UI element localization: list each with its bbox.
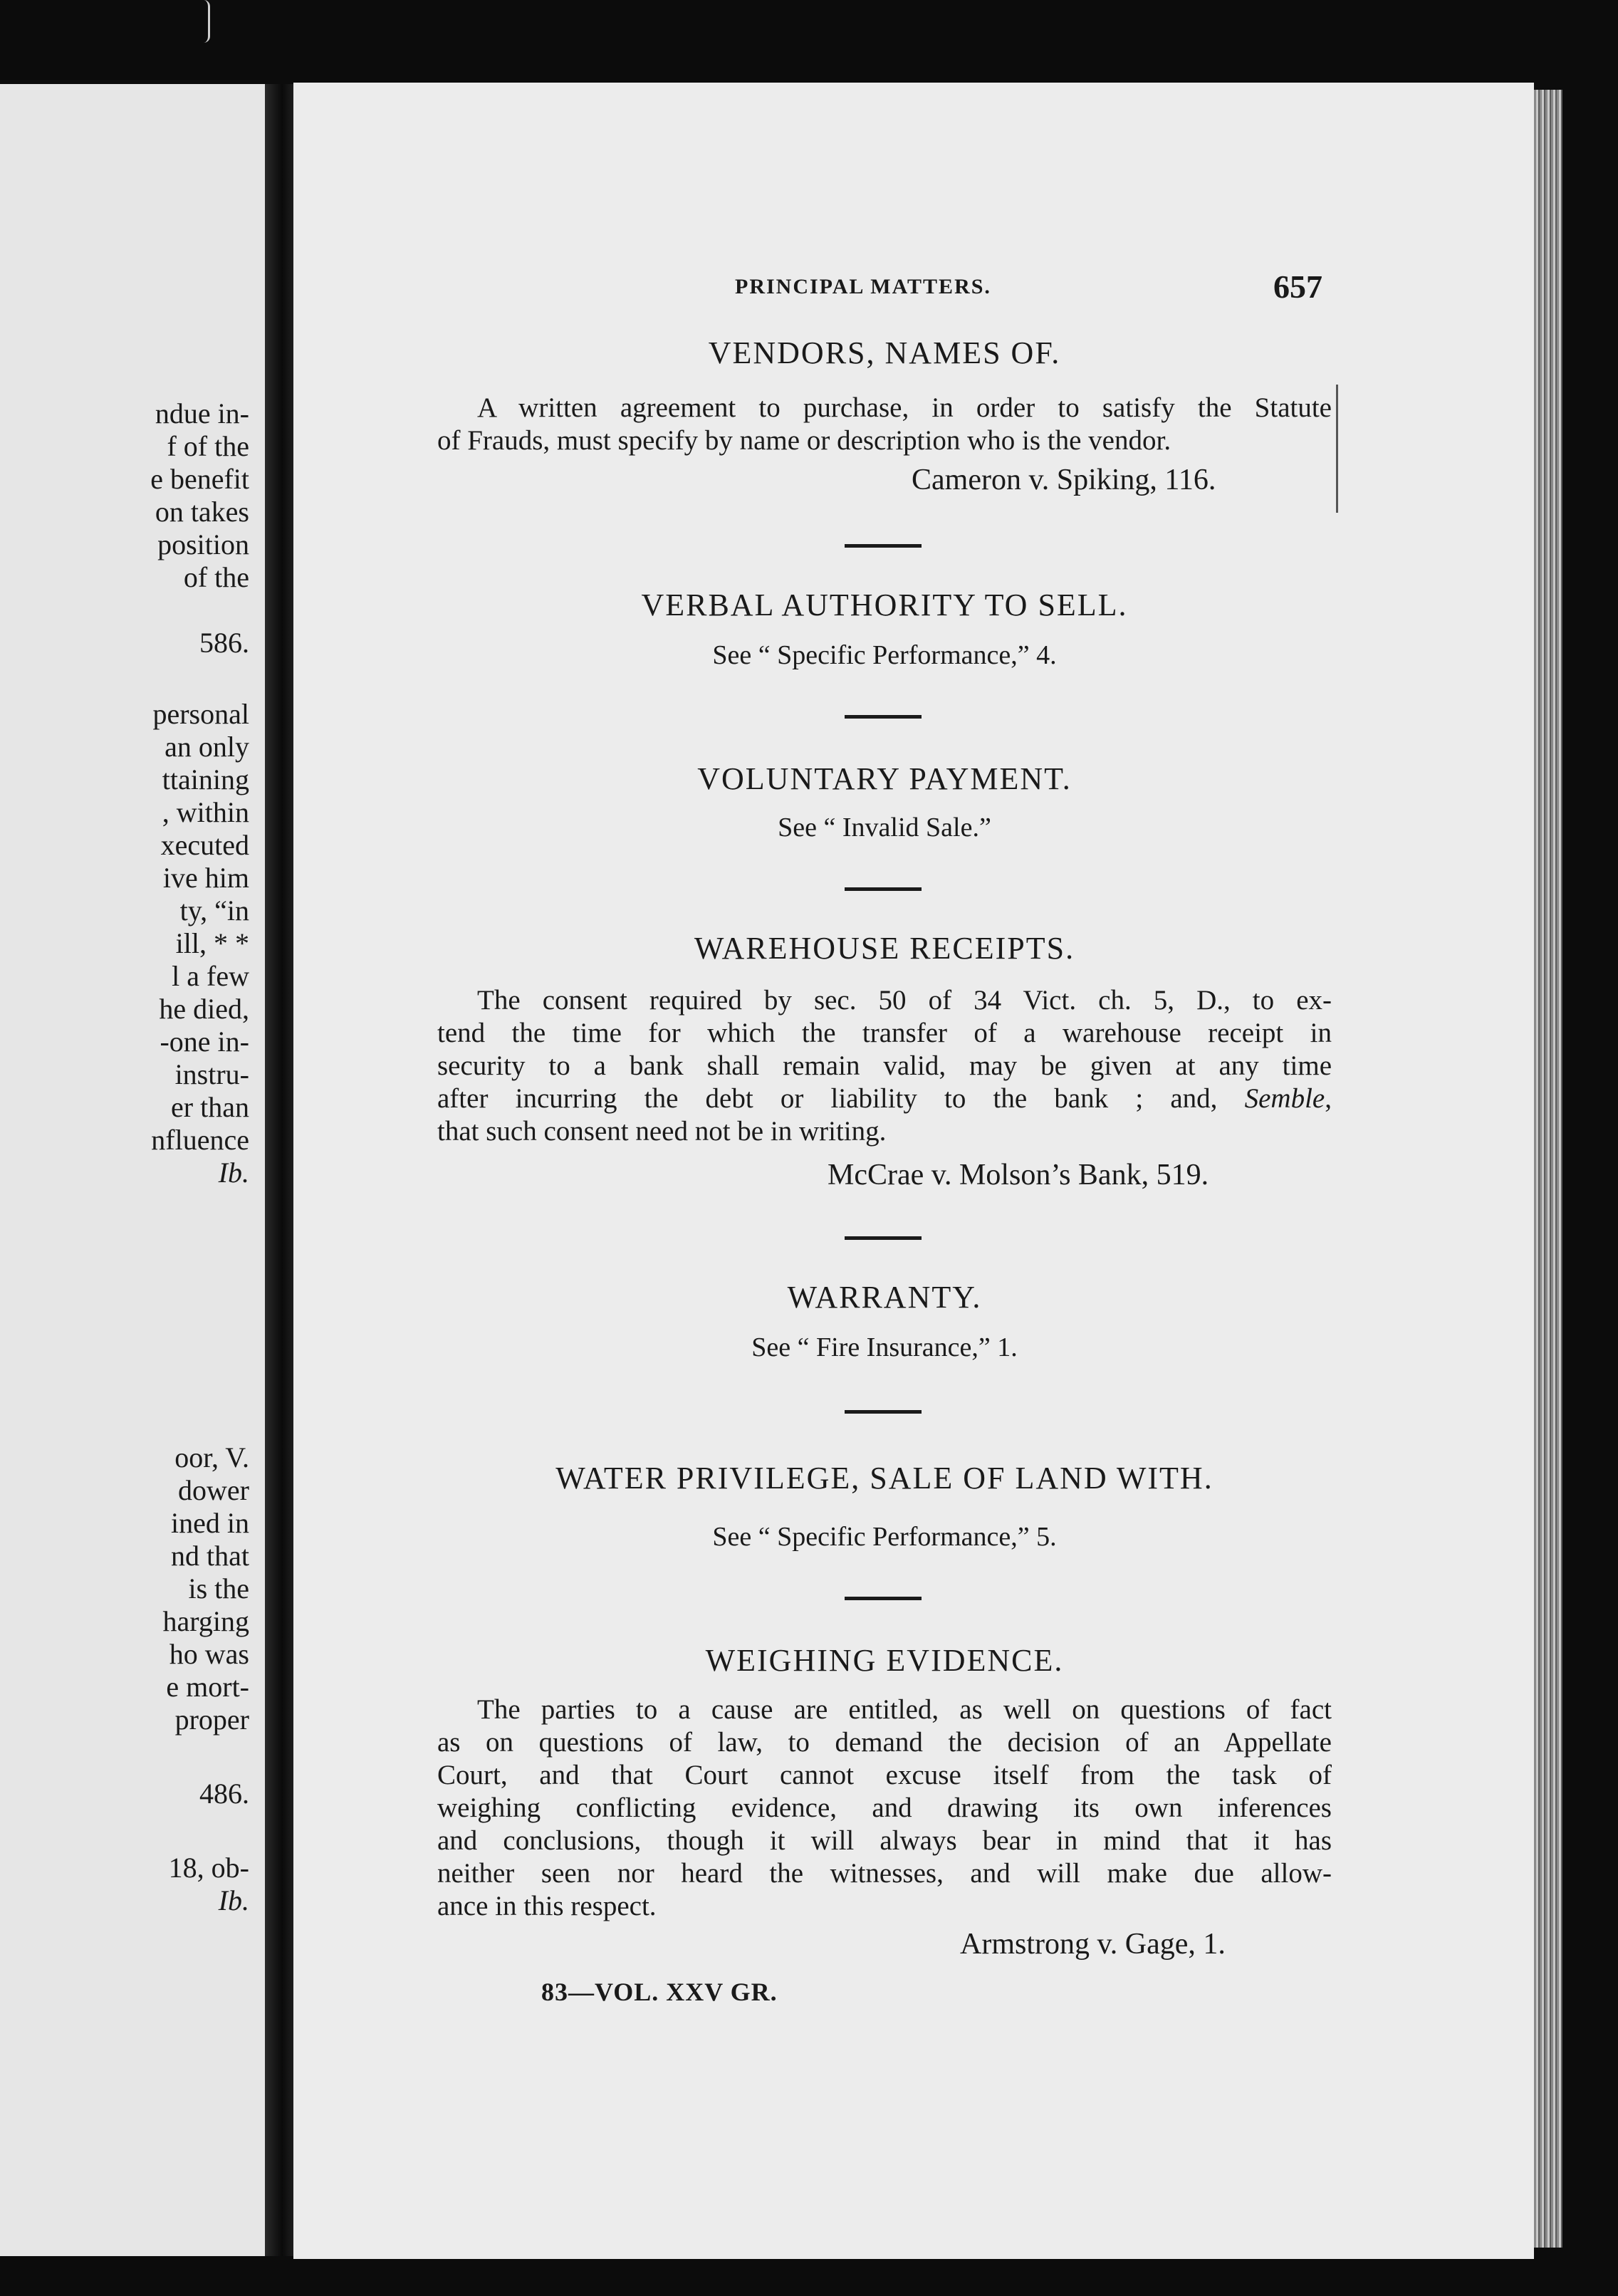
facing-page-line: is the	[188, 1572, 249, 1604]
facing-page-line: er than	[171, 1091, 249, 1123]
paragraph-line: neither seen nor heard the witnesses, and will make due allow-	[437, 1858, 1332, 1889]
facing-page-line: f of the	[167, 430, 249, 462]
page-edge-mark	[204, 0, 210, 43]
facing-page-line: ndue in-	[155, 397, 249, 429]
facing-page-fragment	[0, 84, 265, 2256]
heading-voluntary-payment: VOLUNTARY PAYMENT.	[697, 761, 1072, 796]
facing-page-line: he died,	[159, 993, 249, 1025]
facing-page-line: ho was	[169, 1638, 249, 1670]
facing-page-line: ill, * *	[175, 927, 249, 959]
facing-page-line: ty, “in	[179, 894, 249, 927]
cross-reference-water: See “ Specific Performance,” 5.	[712, 1522, 1057, 1552]
facing-page-line: harging	[162, 1605, 249, 1637]
facing-page-line: personal	[152, 698, 249, 730]
paragraph-line: ance in this respect.	[437, 1891, 657, 1921]
facing-page-line: -one in-	[160, 1026, 249, 1058]
facing-page-line: an only	[165, 731, 249, 763]
facing-page-line: of the	[183, 561, 249, 593]
paragraph-line: The consent required by sec. 50 of 34 Vict. ch. 5, D., to ex-	[477, 985, 1332, 1016]
citation-vendors: Cameron v. Spiking, 116.	[912, 464, 1216, 496]
paragraph-warehouse	[437, 984, 1332, 1148]
signature-line: 83—VOL. XXV GR.	[541, 1978, 778, 2006]
citation-weighing: Armstrong v. Gage, 1.	[960, 1928, 1226, 1961]
facing-page-line: ined in	[171, 1507, 249, 1539]
facing-page-line: proper	[174, 1703, 249, 1736]
section-rule	[845, 1236, 922, 1240]
heading-verbal-authority: VERBAL AUTHORITY TO SELL.	[641, 588, 1128, 622]
facing-page-line: nfluence	[151, 1124, 249, 1156]
paragraph-weighing	[437, 1694, 1332, 1923]
paragraph-line: A written agreement to purchase, in order to satisfy the Statute	[477, 392, 1332, 423]
section-rule	[845, 715, 922, 719]
section-rule	[845, 544, 922, 548]
facing-page-line: nd that	[171, 1540, 249, 1572]
facing-page-line: xecuted	[160, 829, 249, 861]
paragraph-line: security to a bank shall remain valid, may be given at any time	[437, 1050, 1332, 1081]
heading-weighing-evidence: WEIGHING EVIDENCE.	[705, 1643, 1064, 1678]
heading-warehouse-receipts: WAREHOUSE RECEIPTS.	[694, 931, 1075, 966]
paragraph-line: Court, and that Court cannot excuse itself from the task of	[437, 1760, 1332, 1790]
heading-vendors: VENDORS, NAMES OF.	[708, 335, 1061, 370]
heading-water-privilege: WATER PRIVILEGE, SALE OF LAND WITH.	[555, 1461, 1214, 1496]
paragraph-line: The parties to a cause are entitled, as well on questions of fact	[477, 1694, 1332, 1725]
facing-page-line: e mort-	[166, 1671, 249, 1703]
facing-page-line: 18, ob-	[168, 1852, 249, 1884]
italic-term: Semble	[1244, 1083, 1325, 1114]
cross-reference-warranty: See “ Fire Insurance,” 1.	[751, 1332, 1018, 1362]
facing-page-line: , within	[162, 796, 249, 828]
section-rule	[845, 887, 922, 891]
facing-page-line: dower	[178, 1474, 249, 1506]
paragraph-line: and conclusions, though it will always bear in mind that it has	[437, 1825, 1332, 1856]
paragraph-line: that such consent need not be in writing.	[437, 1116, 887, 1147]
margin-line	[1336, 385, 1338, 513]
paragraph-line: weighing conflicting evidence, and drawing its own inferences	[437, 1793, 1332, 1823]
facing-page-line: e benefit	[150, 463, 249, 495]
facing-page-line: oor, V.	[174, 1441, 249, 1473]
paragraph-line: of Frauds, must specify by name or description who is the vendor.	[437, 425, 1171, 456]
facing-page-line: ttaining	[162, 763, 249, 795]
section-rule	[845, 1597, 922, 1600]
cross-reference-verbal: See “ Specific Performance,” 4.	[712, 640, 1057, 670]
paragraph-vendors	[437, 392, 1332, 457]
cross-reference-voluntary: See “ Invalid Sale.”	[778, 813, 991, 842]
paragraph-line: after incurring the debt or liability to the bank ; and, Semble,	[437, 1083, 1332, 1114]
paragraph-line: tend the time for which the transfer of a warehouse receipt in	[437, 1018, 1332, 1048]
paragraph-line: as on questions of law, to demand the decision of an Appellate	[437, 1727, 1332, 1758]
facing-page-line: Ib.	[218, 1157, 249, 1189]
page-stack-edge	[1534, 90, 1562, 2248]
facing-page-line: instru-	[174, 1058, 249, 1090]
facing-page-line: 586.	[199, 627, 249, 659]
citation-warehouse: McCrae v. Molson’s Bank, 519.	[828, 1159, 1209, 1191]
facing-page-line: l a few	[172, 960, 249, 992]
facing-page-line: 486.	[199, 1778, 249, 1810]
facing-page-line: Ib.	[218, 1884, 249, 1916]
running-head: PRINCIPAL MATTERS.	[735, 275, 991, 298]
facing-page-line: position	[157, 528, 249, 560]
section-rule	[845, 1410, 922, 1414]
book-gutter	[265, 84, 293, 2256]
facing-page-line: on takes	[155, 496, 249, 528]
facing-page-line: ive him	[162, 862, 249, 894]
page-number: 657	[1273, 268, 1322, 305]
heading-warranty: WARRANTY.	[787, 1280, 982, 1315]
